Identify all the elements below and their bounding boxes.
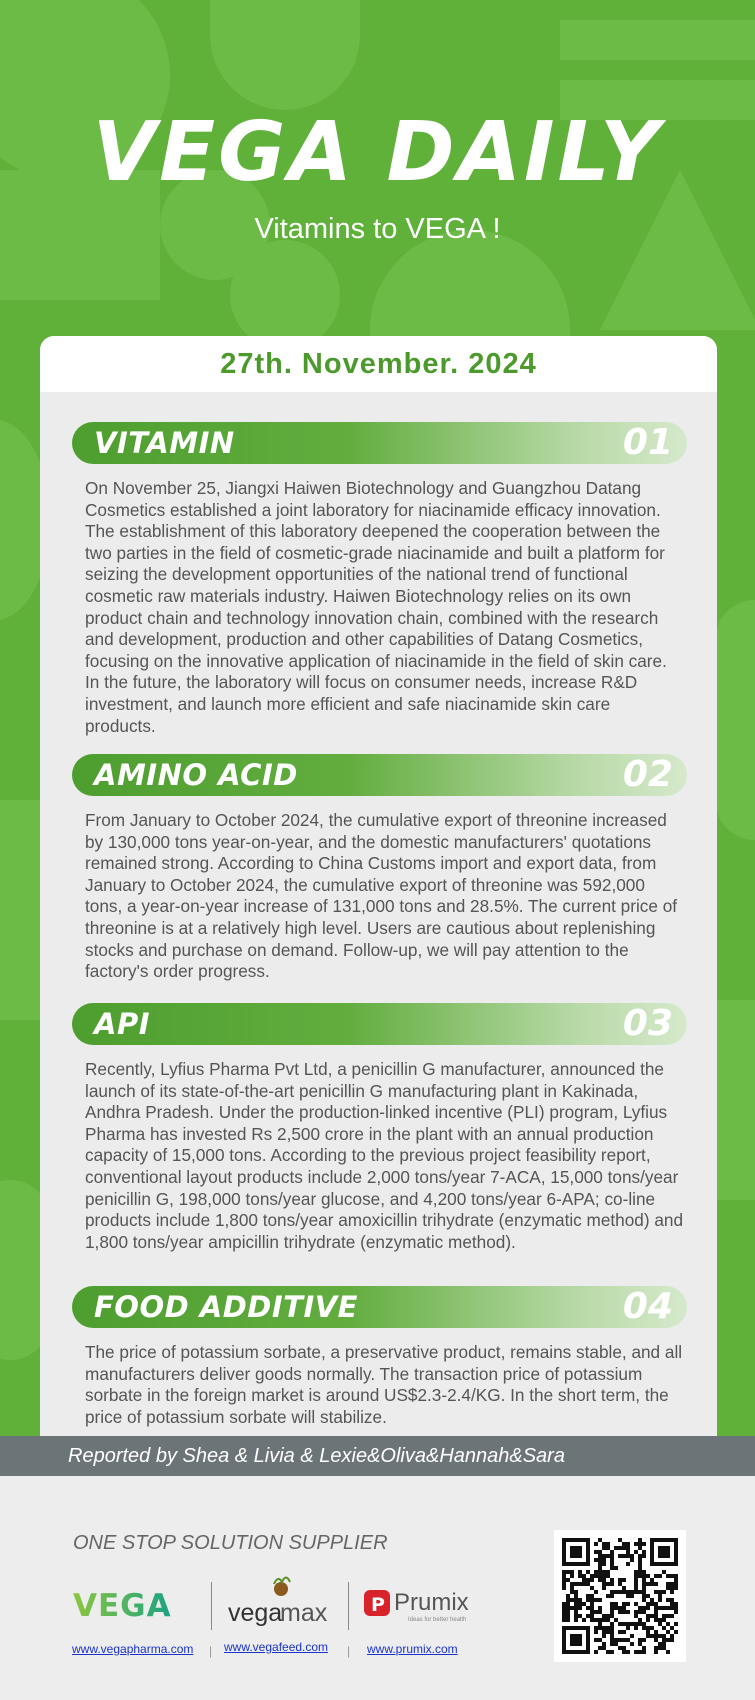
section-banner [72, 1286, 687, 1328]
masthead-subtitle: Vitamins to VEGA ! [254, 213, 501, 245]
brand-divider [211, 1582, 212, 1630]
section-title: AMINO ACID [94, 758, 298, 792]
issue-date: 27th. November. 2024 [40, 336, 717, 392]
bg-decoration [210, 0, 360, 110]
prumix-logo [362, 1586, 482, 1626]
svg-text:vega: vega [228, 1599, 283, 1627]
svg-text:Prumix: Prumix [394, 1589, 469, 1616]
bg-decoration [560, 20, 755, 60]
section-title: FOOD ADDITIVE [94, 1290, 358, 1324]
section-api [72, 1003, 687, 1253]
section-food-additive [72, 1286, 687, 1428]
section-number: 01 [622, 422, 673, 463]
vega-logo [73, 1588, 197, 1627]
section-amino-acid [72, 754, 687, 983]
link-separator: | [209, 1644, 213, 1658]
section-body: Recently, Lyfius Pharma Pvt Ltd, a penicillin G manufacturer, announced the launch of its state-of-the-art penicillin G manufacturing plant in Kakinada, Andhra Pradesh. Under the production-linked incentive (PLI) program, Lyfius Pharma has invested Rs 2,500 crore in the plant with an annual production capacity of 15,000 tons. According to the previous project feasibility report, conventional layout products include 2,000 tons/year 7-ACA, 15,000 tons/year penicillin G, 198,000 tons/year glucose, and 4,200 tons/year 6-APA; co-line products include 1,800 tons/year amoxicillin trihydrate (enzymatic method) and 1,800 tons/year ampicillin trihydrate (enzymatic method). [85, 1059, 684, 1252]
masthead-title: VEGA DAILY [92, 105, 663, 200]
prumix-link[interactable]: www.prumix.com [367, 1642, 458, 1656]
vegamax-logo [226, 1576, 336, 1632]
section-banner [72, 1003, 687, 1045]
section-vitamin [72, 422, 687, 737]
section-body: On November 25, Jiangxi Haiwen Biotechnology and Guangzhou Datang Cosmetics established a joint laboratory for niacinamide efficacy innovation. The establishment of this laboratory deepened the cooperation between the two parties in the field of cosmetic-grade niacinamide and built a platform for seizing the development opportunities of the national trend of functional cosmetic raw materials industry. Haiwen Biotechnology relies on its own product chain and technology innovation chain, combined with the research and development, production and other capabilities of Datang Cosmetics, focusing on the innovative application of niacinamide in the field of skin care. In the future, the laboratory will focus on consumer needs, increase R&D investment, and launch more efficient and safe niacinamide skin care products. [85, 478, 667, 736]
footer [0, 1476, 755, 1700]
section-title: API [94, 1007, 150, 1041]
section-body: From January to October 2024, the cumulative export of threonine increased by 130,000 tons year-on-year, and the domestic manufacturers' quotations remained strong. According to China Customs import and export data, from January to October 2024, the cumulative export of threonine was 592,000 tons, a year-on-year increase of 131,000 tons and 28.5%. The current price of threonine is at a relatively high level. Users are cautious about replenishing stocks and purchase on demand. Follow-up, we will pay attention to the factory's order progress. [85, 810, 678, 982]
section-number: 03 [622, 1003, 673, 1044]
prumix-tagline: Ideas for better health [408, 1617, 467, 1623]
svg-text:VEGA: VEGA [73, 1588, 172, 1622]
section-title: VITAMIN [94, 426, 235, 460]
section-number: 04 [622, 1286, 673, 1327]
section-banner [72, 422, 687, 464]
vegapharma-link[interactable]: www.vegapharma.com [72, 1642, 194, 1656]
reporter-credits: Reported by Shea & Livia & Lexie&Oliva&Hannah&Sara [68, 1445, 565, 1467]
reporter-bar [0, 1436, 755, 1476]
vegafeed-link[interactable]: www.vegafeed.com [224, 1640, 329, 1654]
qr-code[interactable] [554, 1530, 686, 1662]
bg-decoration [715, 600, 755, 840]
brand-divider [348, 1582, 349, 1630]
section-number: 02 [622, 754, 673, 795]
bg-decoration [230, 240, 340, 350]
newsletter-card [40, 336, 717, 1436]
bg-decoration [0, 800, 40, 1020]
svg-text:P: P [371, 1594, 385, 1616]
bg-decoration [715, 1000, 755, 1200]
footer-slogan: ONE STOP SOLUTION SUPPLIER [73, 1532, 388, 1554]
section-body: The price of potassium sorbate, a preservative product, remains stable, and all manufacturers deliver goods normally. The transaction price of potassium sorbate in the foreign market is around US$2.3-2.4/KG. In the short term, the price of potassium sorbate will stabilize. [85, 1342, 683, 1427]
svg-text:max: max [280, 1599, 328, 1627]
link-separator: | [347, 1644, 351, 1658]
section-banner [72, 754, 687, 796]
